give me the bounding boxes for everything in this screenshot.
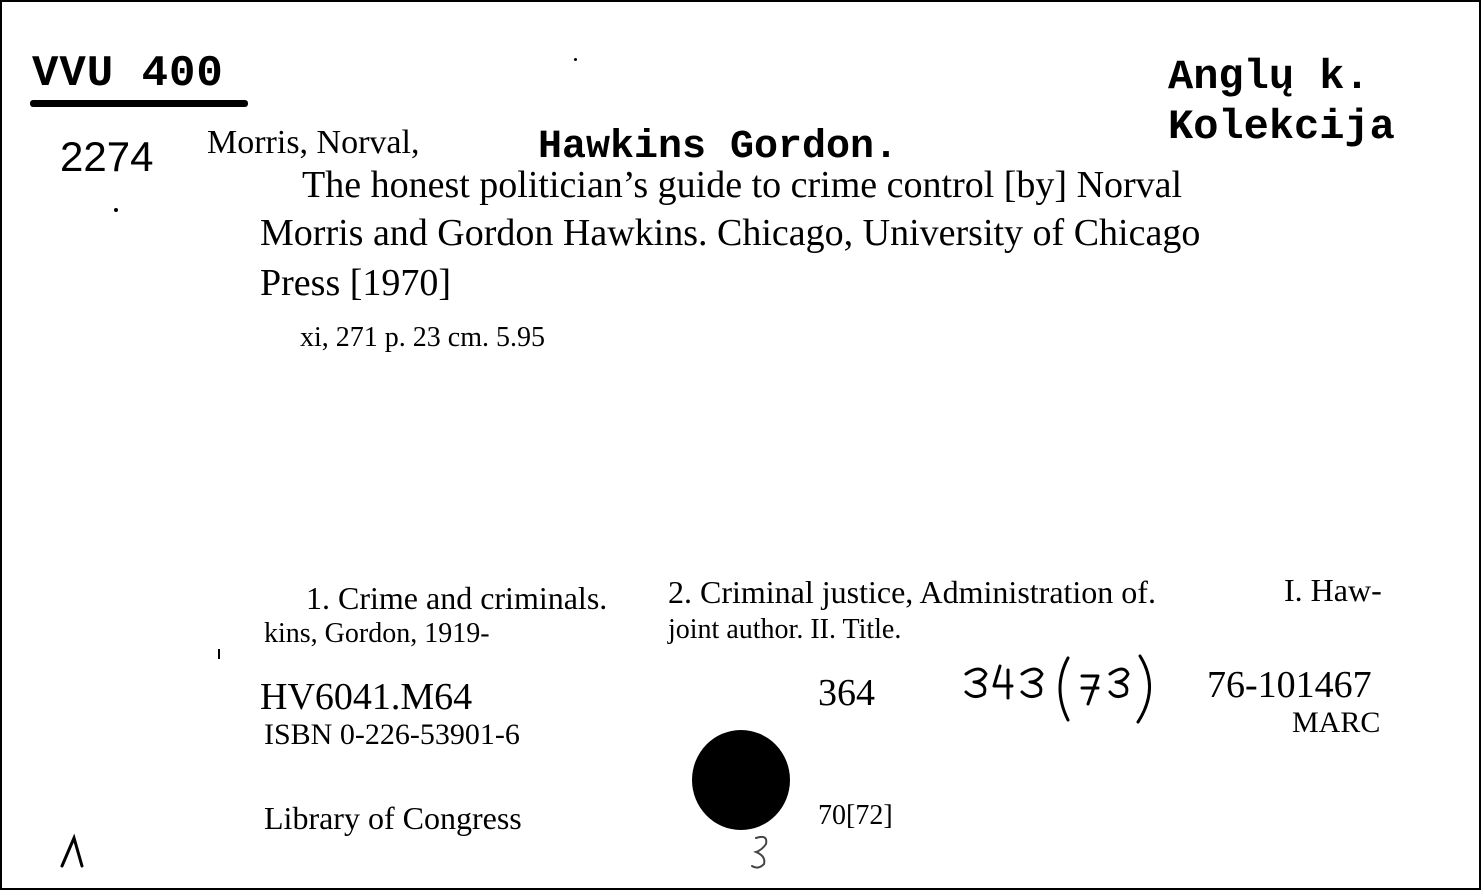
tracing-added-entry-cont: kins, Gordon, 1919- (264, 618, 490, 649)
tracing-subject-2: 2. Criminal justice, Administration of. (668, 574, 1156, 610)
print-code: 70[72] (818, 800, 893, 831)
handwritten-classification (960, 652, 1180, 732)
title-line-2: Morris and Gordon Hawkins. Chicago, University of Chicago (260, 212, 1201, 254)
call-number-underline (30, 100, 248, 107)
dewey-number: 364 (818, 672, 875, 714)
pencil-scribble (742, 830, 782, 876)
title-line-1: The honest politician’s guide to crime control [by] Norval (302, 164, 1183, 206)
collation: xi, 271 p. 23 cm. 5.95 (300, 322, 545, 353)
pencil-tick (216, 648, 222, 660)
collection-label: Anglų k. (1168, 53, 1370, 101)
lccn: 76-101467 (1207, 664, 1372, 706)
tracing-added-entry: I. Haw- (1284, 572, 1382, 608)
main-entry-typed: Hawkins Gordon. (538, 125, 899, 170)
pencil-mark (58, 834, 88, 870)
punch-hole (692, 730, 790, 830)
lc-call-number: HV6041.M64 (260, 676, 473, 718)
title-line-3: Press [1970] (260, 262, 452, 304)
marc-label: MARC (1292, 706, 1381, 739)
speck (114, 208, 118, 212)
collection-label-2: Kolekcija (1168, 103, 1395, 151)
tracing-title: joint author. II. Title. (668, 614, 902, 645)
library-name: Library of Congress (264, 800, 522, 836)
tracing-subject-1: 1. Crime and criminals. (306, 580, 608, 616)
speck (574, 58, 577, 61)
main-entry-printed: Morris, Norval, (207, 124, 420, 161)
isbn: ISBN 0-226-53901-6 (264, 718, 520, 751)
accession-number: 2274 (60, 133, 154, 180)
call-number: VVU 400 (32, 49, 224, 99)
